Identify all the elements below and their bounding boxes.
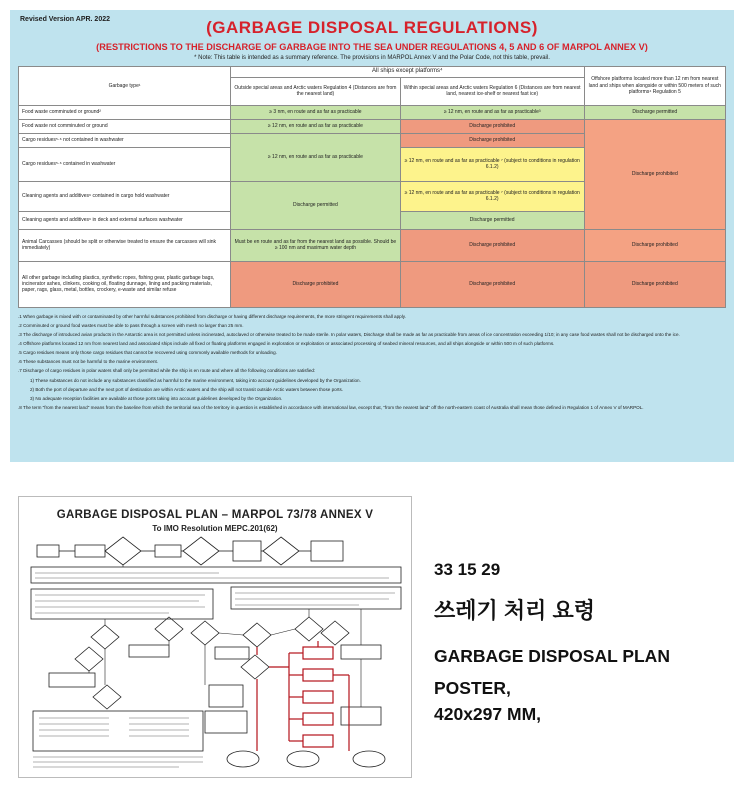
table-row <box>19 119 726 133</box>
footnote: 3) No adequate reception facilities are available at those ports taking into account guidelines developed by the Organization. <box>30 395 283 401</box>
flow-box <box>205 711 247 733</box>
footnote: .4 Offshore platforms located 12 nm from nearest land and associated ships include all fixed or floating platforms engaged in exploration or exploitation or associated processing of seabed mineral resources, and all ships alongside or within 500 m of such platforms. <box>18 340 555 346</box>
header-garbage-type: Garbage type¹ <box>19 67 231 106</box>
footnote: 2) Both the port of departure and the next port of destination are within Arctic waters and the ship will not transit outside Arctic waters between those ports. <box>30 386 344 392</box>
garbage-plan-poster <box>18 496 412 778</box>
cell-garbage-type: Cleaning agents and additives⁶ in deck and external surfaces washwater <box>19 211 231 229</box>
flow-terminal <box>227 751 259 767</box>
cell-offshore: Discharge prohibited <box>584 261 725 307</box>
flow-legend-box <box>33 711 203 751</box>
flow-diamond <box>263 537 299 565</box>
flowchart-poster-title: GARBAGE DISPOSAL PLAN – MARPOL 73/78 ANNEX V <box>56 509 374 521</box>
header-within-special-areas: Within special areas and Arctic waters Regulation 6 (Distances are from nearest land, nearest ice-shelf or nearest fast ice) <box>400 77 584 105</box>
footnotes <box>18 314 726 412</box>
header-offshore: Offshore platforms located more than 12 nm from nearest land and ships when alongside or within 500 meters of such platforms⁴ Regulation 5 <box>584 67 725 106</box>
cell-outside: ≥ 12 nm, en route and as far as practicable <box>231 119 401 133</box>
table-header-row <box>19 67 726 78</box>
footnote: .3 The discharge of introduced avian products in the Antarctic area is not permitted unless incinerated, autoclaved or otherwise treated to be made sterile. In polar waters, Discharge shall be made as far as practicable from areas of ice concentration exceeding 1/10; in any case food wastes shall not be discharged onto the ice. <box>18 331 680 337</box>
flow-box <box>129 645 169 657</box>
poster-subtitle: (RESTRICTIONS TO THE DISCHARGE OF GARBAGE INTO THE SEA UNDER REGULATIONS 4, 5 AND 6 OF MARPOL ANNEX V) <box>96 42 648 52</box>
cell-within: Discharge prohibited <box>400 229 584 261</box>
cell-offshore: Discharge prohibited <box>584 229 725 261</box>
footnote: .1 When garbage is mixed with or contaminated by other harmful substances prohibited from discharge or having different discharge requirements, the more stringent requirements shall apply. <box>18 313 406 319</box>
flow-diamond <box>183 537 219 565</box>
flow-box <box>75 545 105 557</box>
table-row <box>19 261 726 307</box>
footnote: .5 Cargo residues means only those cargo residues that cannot be recovered using commonly available methods for unloading. <box>18 350 277 356</box>
flow-box <box>311 541 343 561</box>
table-row <box>19 229 726 261</box>
flow-diamond <box>295 617 323 641</box>
flow-terminal <box>287 751 319 767</box>
cell-garbage-type: Food waste comminuted or ground² <box>19 105 231 119</box>
flow-box <box>155 545 181 557</box>
product-code: 33 15 29 <box>434 560 501 579</box>
cell-within: Discharge prohibited <box>400 133 584 147</box>
flow-info-box <box>31 567 401 583</box>
cell-outside: ≥ 3 nm, en route and as far as practicable <box>231 105 401 119</box>
footnote: .7 Discharge of cargo residues in polar waters shall only be permitted while the ship is en route and where all the following conditions are satisfied: <box>18 368 316 374</box>
flow-diamond <box>241 655 269 679</box>
product-name-english <box>434 641 734 704</box>
poster-title: (GARBAGE DISPOSAL REGULATIONS) <box>206 18 538 37</box>
cell-within: Discharge prohibited <box>400 119 584 133</box>
version-label: Revised Version APR. 2022 <box>20 16 111 23</box>
flow-box-red <box>303 669 333 681</box>
flow-box <box>341 645 381 659</box>
cell-within: ≥ 12 nm, en route and as far as practicable ⁷ (subject to conditions in regulation 6.1.2) <box>400 147 584 181</box>
flow-terminal <box>353 751 385 767</box>
cell-offshore: Discharge permitted <box>584 105 725 119</box>
cell-within: ≥ 12 nm, en route and as far as practicable ⁷ (subject to conditions in regulation 6.1.2) <box>400 181 584 211</box>
cell-garbage-type: Cleaning agents and additives⁶ contained in cargo hold washwater <box>19 181 231 211</box>
flow-diamond <box>75 647 103 671</box>
cell-garbage-type: Cargo residues⁵·⁶ contained in washwater <box>19 147 231 181</box>
flow-box <box>37 545 59 557</box>
cell-outside: Discharge permitted <box>231 181 401 229</box>
flow-diamond <box>93 685 121 709</box>
cell-garbage-type: Animal Carcasses (should be split or otherwise treated to ensure the carcasses will sink immediately) <box>19 229 231 261</box>
product-info <box>434 560 734 725</box>
header-all-ships: All ships except platforms⁴ <box>231 67 584 78</box>
flow-diamond <box>243 623 271 647</box>
flow-box-red <box>303 735 333 747</box>
cell-within: Discharge prohibited <box>400 261 584 307</box>
product-size: 420x297 MM, <box>434 704 542 724</box>
flow-diamond <box>105 537 141 565</box>
cell-garbage-type: All other garbage including plastics, synthetic ropes, fishing gear, plastic garbage bags, incinerator ashes, clinkers, cooking oil, floating dunnage, lining and packing materials, paper, rags, glass, metal, bottles, crockery, e-waste and similar refuse <box>19 261 231 307</box>
flow-box-red <box>303 713 333 725</box>
footnote: 1) These substances do not include any substances classified as harmful to the marine environment, taking into account guidelines developed by the Organization. <box>30 377 361 383</box>
header-outside-special-areas: Outside special areas and Arctic waters Regulation 4 (Distances are from the nearest land) <box>231 77 401 105</box>
flow-box <box>49 673 95 687</box>
cell-outside: Must be en route and as far from the nearest land as possible. Should be ≥ 100 nm and maximum water depth <box>231 229 401 261</box>
footnote: .2 Comminuted or ground food wastes must be able to pass through a screen with mesh no larger than 25 mm. <box>18 322 244 328</box>
cell-offshore: Discharge prohibited <box>584 119 725 229</box>
footnote: .8 The term "from the nearest land" means from the baseline from which the territorial sea of the territory in question is established in accordance with international law, except that, "from the nearest land" off the north-eastern coast of Australia shall mean those defined in Regulation 1 of Annex V of MARPOL. <box>18 405 644 411</box>
regulations-poster <box>10 10 734 462</box>
cell-outside: Discharge prohibited <box>231 261 401 307</box>
cell-within: ≥ 12 nm, en route and as far as practicable³ <box>400 105 584 119</box>
flow-diamond <box>155 617 183 641</box>
flow-diamond <box>191 621 219 645</box>
flowchart-graphic <box>19 497 413 779</box>
product-name-line: POSTER, <box>434 677 511 698</box>
table-row <box>19 105 726 119</box>
flow-info-box <box>231 587 401 609</box>
cell-garbage-type: Cargo residues⁵·⁶ not contained in washwater <box>19 133 231 147</box>
cell-within: Discharge permitted <box>400 211 584 229</box>
cell-outside: ≥ 12 nm, en route and as far as practicable <box>231 133 401 181</box>
flow-box <box>233 541 261 561</box>
product-name-line: GARBAGE DISPOSAL PLAN <box>434 646 670 666</box>
flowchart-poster-subtitle: To IMO Resolution MEPC.201(62) <box>152 524 278 533</box>
flow-box-red <box>303 647 333 659</box>
flow-diamond <box>321 621 349 645</box>
cell-garbage-type: Food waste not comminuted or ground <box>19 119 231 133</box>
flow-diamond <box>91 625 119 649</box>
footnote: .6 These substances must not be harmful to the marine environment. <box>18 359 159 365</box>
regulations-table <box>18 66 726 308</box>
flow-info-box <box>31 589 213 619</box>
poster-note: * Note: This table is intended as a summary reference. The provisions in MARPOL Annex V and the Polar Code, not this table, prevail. <box>194 55 550 61</box>
flow-box <box>209 685 243 707</box>
product-name-korean: 쓰레기 처리 요령 <box>434 598 595 623</box>
flow-box <box>341 707 381 725</box>
flow-box <box>215 647 249 659</box>
flow-box-red <box>303 691 333 703</box>
